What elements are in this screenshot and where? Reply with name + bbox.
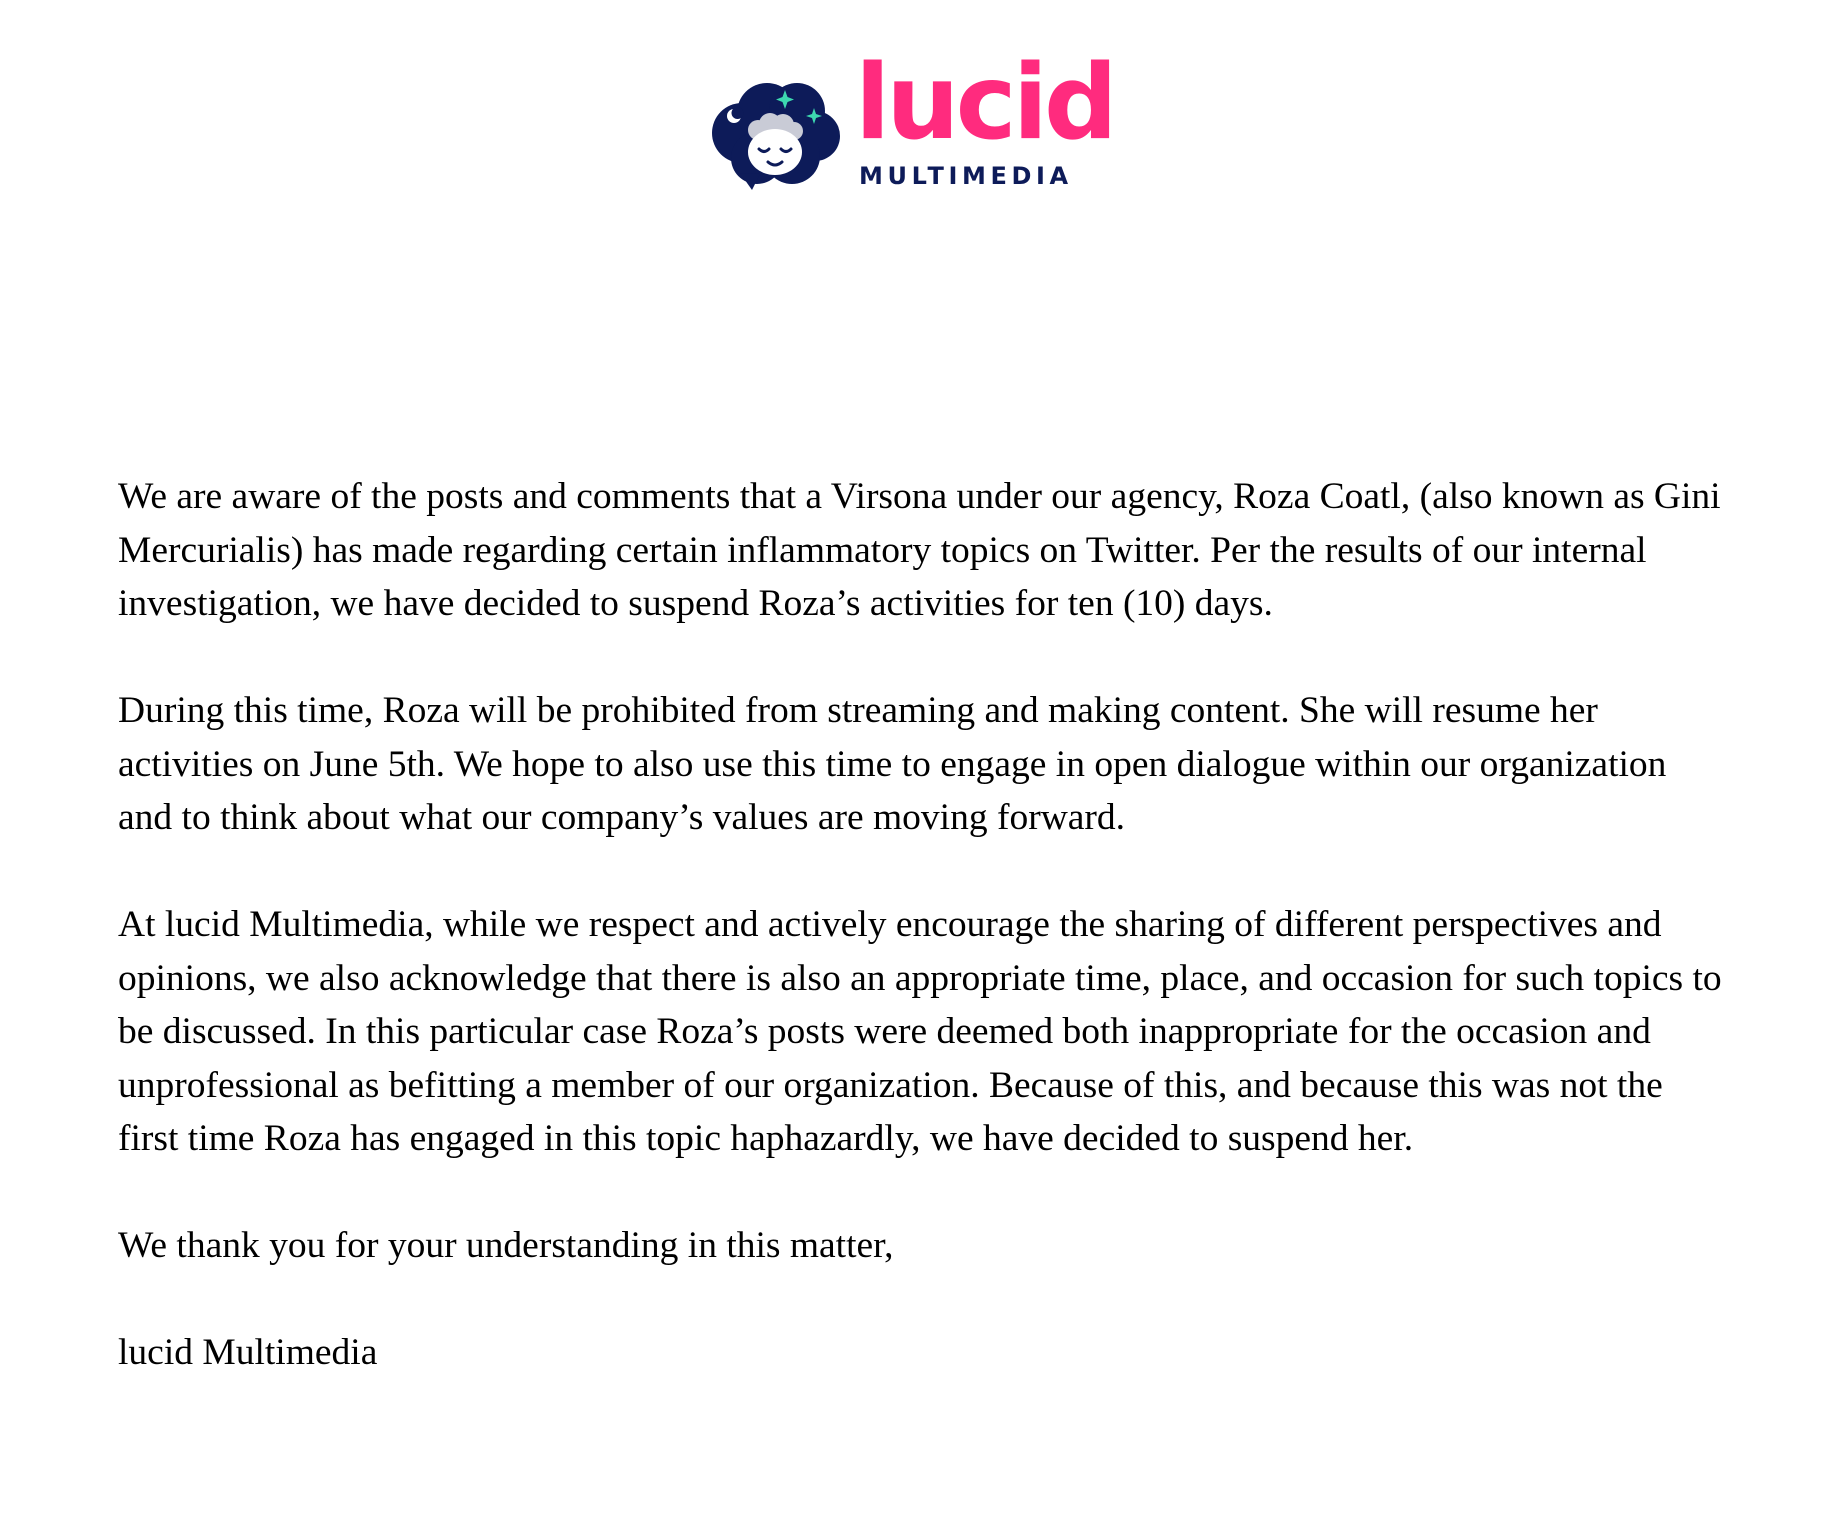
statement-body <box>118 470 1728 1380</box>
sleeping-sheep-cloud-icon <box>712 78 842 193</box>
company-logo <box>712 43 1114 198</box>
paragraph-company-values: At lucid Multimedia, while we respect and actively encourage the sharing of different perspectives and opinions, we also acknowledge that there is also an appropriate time, place, and occasion for such topics to be discussed. In this particular case Roza’s posts were deemed both inappropriate for the occasion and unprofessional as befitting a member of our organization. Because of this, and because this was not the first time Roza has engaged in this topic haphazardly, we have decided to suspend her. <box>118 904 1722 1159</box>
logo-wordmark: lucid <box>855 43 1114 163</box>
logo-subtitle: MULTIMEDIA <box>859 162 1073 190</box>
paragraph-suspension-details: During this time, Roza will be prohibited from streaming and making content. She will resume her activities on June 5th. We hope to also use this time to engage in open dialogue within our organization and to think about what our company’s values are moving forward. <box>118 690 1667 838</box>
signature: lucid Multimedia <box>118 1332 378 1373</box>
paragraph-closing: We thank you for your understanding in this matter, <box>118 1225 894 1266</box>
paragraph-awareness: We are aware of the posts and comments that a Virsona under our agency, Roza Coatl, (also known as Gini Mercurialis) has made regarding certain inflammatory topics on Twitter. Per the results of our internal investigation, we have decided to suspend Roza’s activities for ten (10) days. <box>118 476 1721 624</box>
